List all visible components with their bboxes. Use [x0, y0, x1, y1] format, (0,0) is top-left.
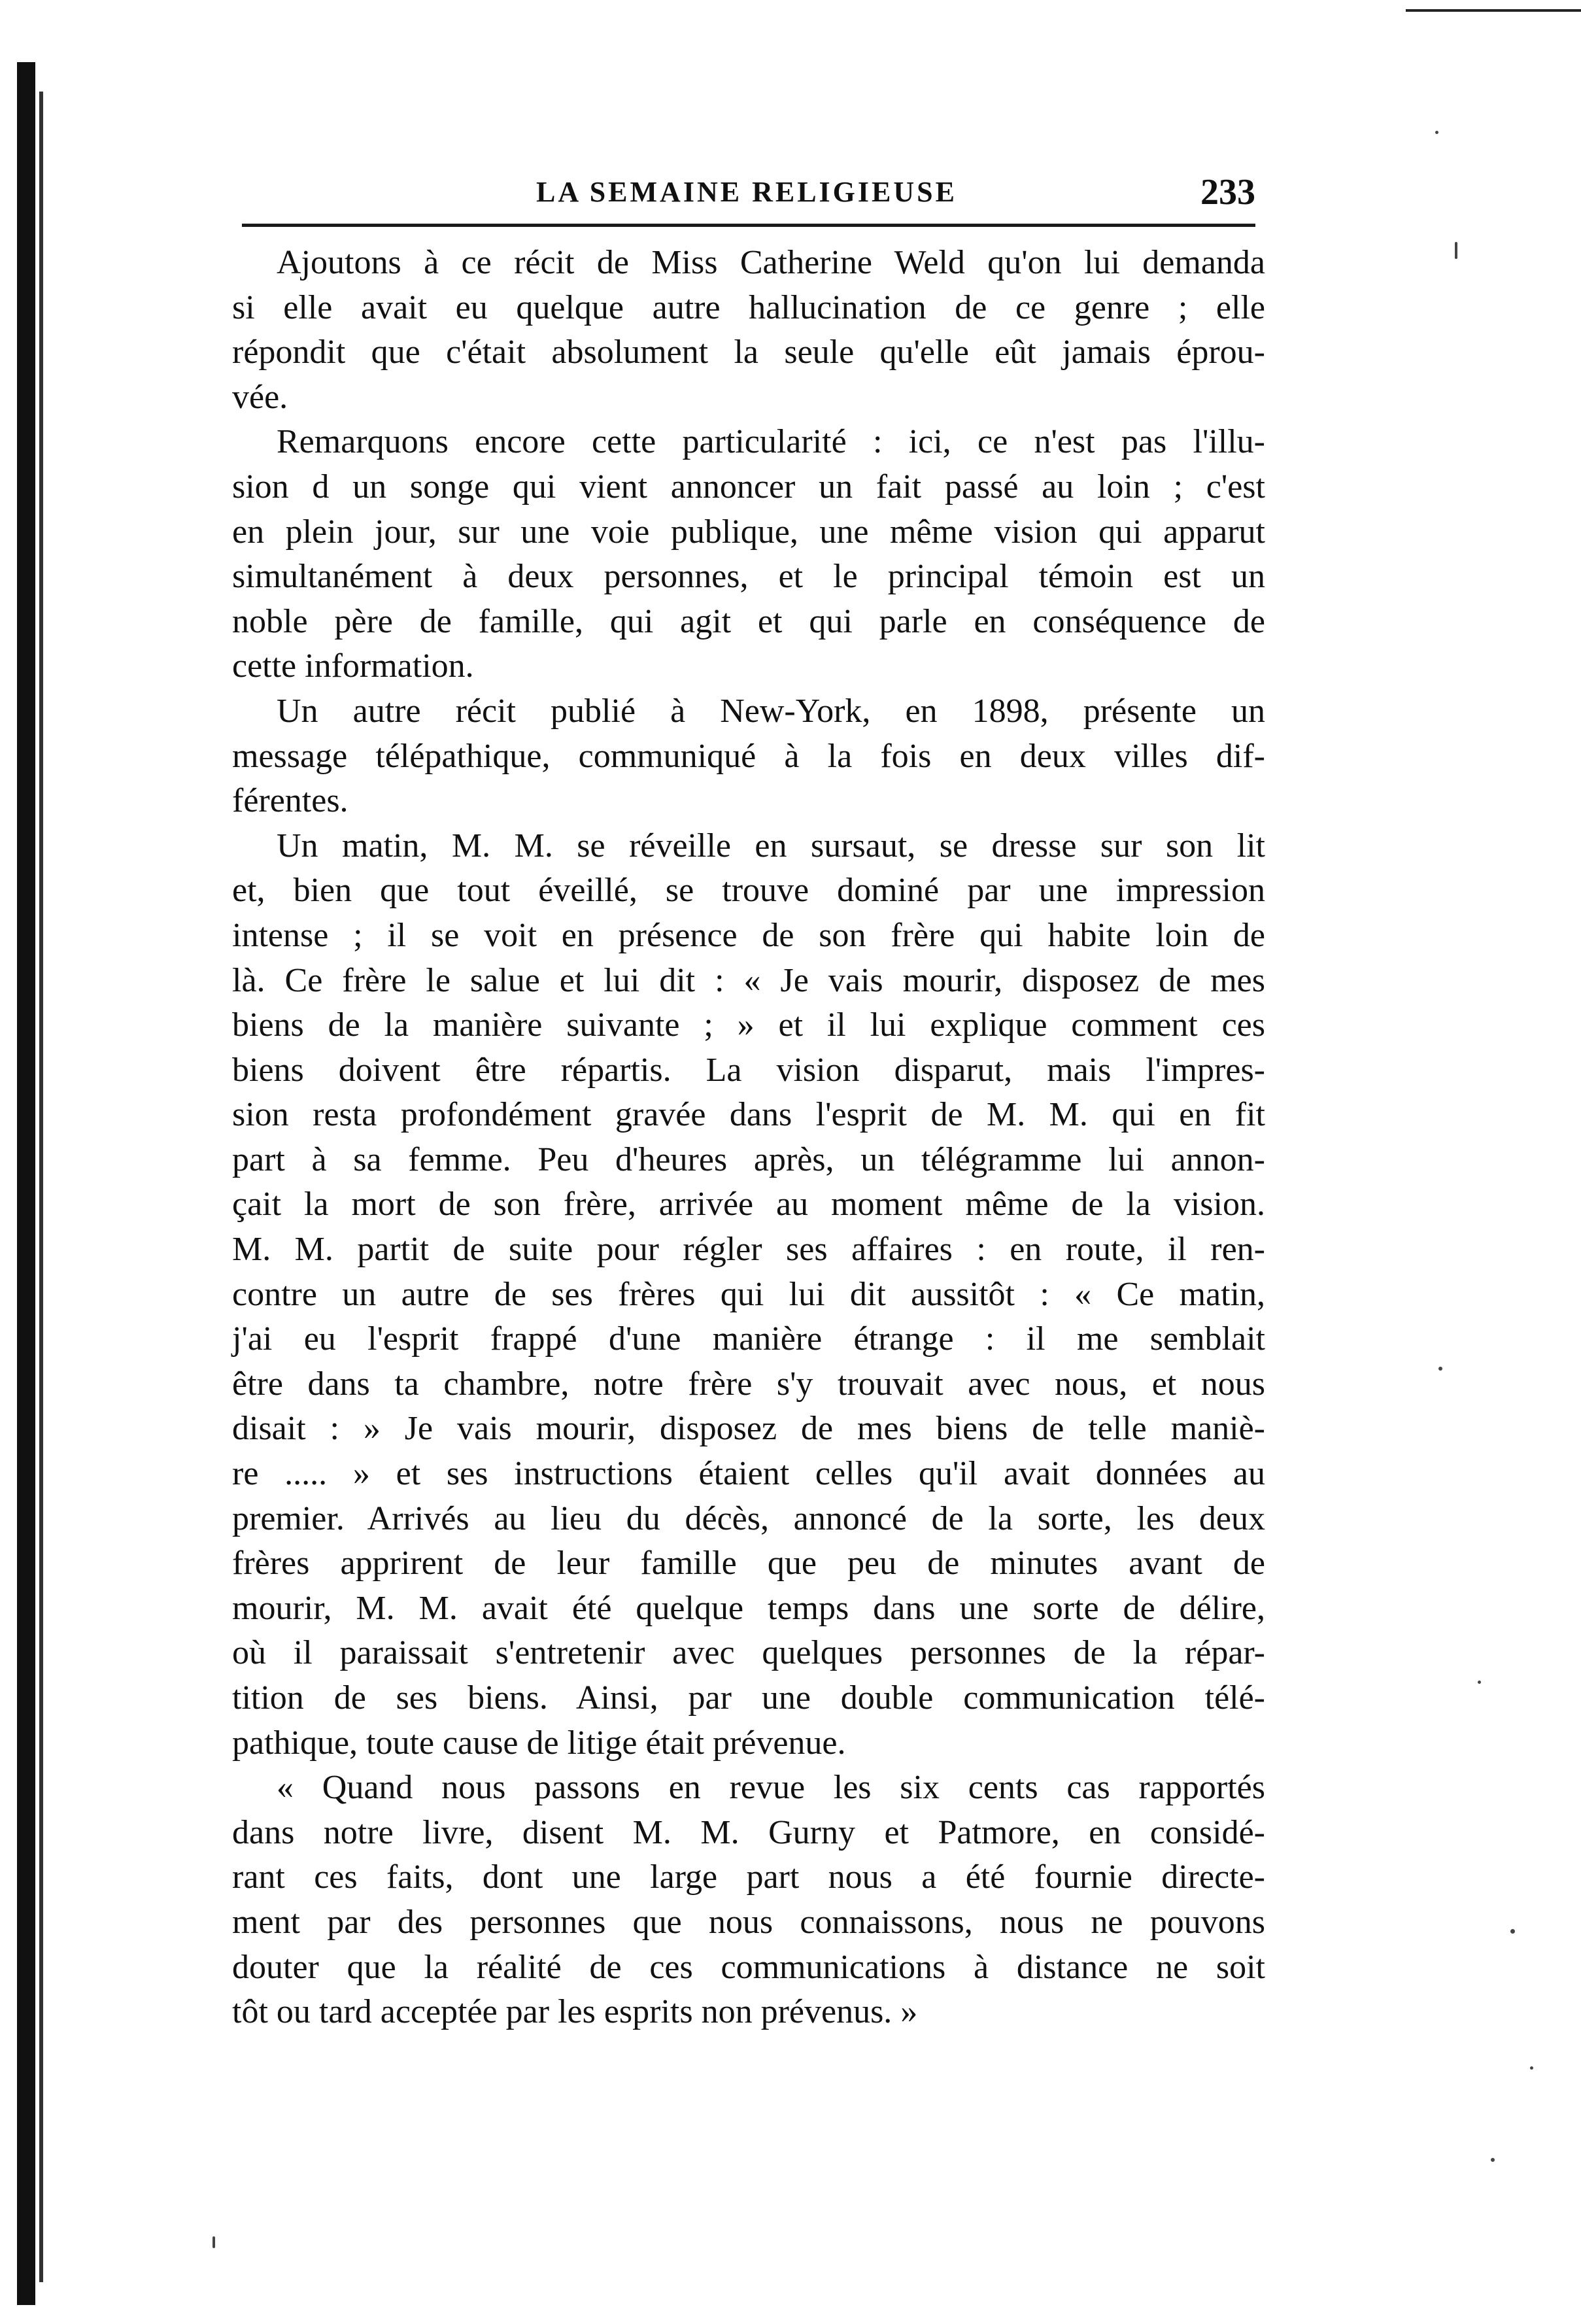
scan-speck — [1491, 2158, 1495, 2162]
text-line: contre un autre de ses frères qui lui dit aussitôt : « Ce matin, — [232, 1275, 1265, 1313]
body-text — [232, 241, 1265, 2035]
scan-edge-rule — [1406, 9, 1581, 12]
text-line: mourir, M. M. avait été quelque temps dans une sorte de délire, — [232, 1589, 1265, 1627]
text-line: être dans ta chambre, notre frère s'y trouvait avec nous, et nous — [232, 1365, 1265, 1403]
page-number: 233 — [1200, 172, 1255, 213]
scan-speck — [1510, 1929, 1515, 1934]
scan-speck — [1438, 1367, 1442, 1371]
text-line: premier. Arrivés au lieu du décès, annoncé de la sorte, les deux — [232, 1499, 1265, 1537]
text-line: Un matin, M. M. se réveille en sursaut, se dresse sur son lit — [277, 827, 1265, 864]
text-line: biens doivent être répartis. La vision disparut, mais l'impres- — [232, 1051, 1265, 1089]
text-line: dans notre livre, disent M. M. Gurny et Patmore, en considé- — [232, 1813, 1265, 1851]
text-line: M. M. partit de suite pour régler ses affaires : en route, il ren- — [232, 1231, 1265, 1269]
text-line: où il paraissait s'entretenir avec quelques personnes de la répar- — [232, 1634, 1265, 1672]
text-line: « Quand nous passons en revue les six cents cas rapportés — [277, 1769, 1265, 1807]
text-line: férentes. — [232, 782, 348, 820]
text-line: répondit que c'était absolument la seule qu'elle eût jamais éprou- — [232, 333, 1265, 371]
text-line: noble père de famille, qui agit et qui parle en conséquence de — [232, 602, 1265, 640]
text-line: Un autre récit publié à New-York, en 1898, présente un — [277, 692, 1265, 730]
text-line: intense ; il se voit en présence de son frère qui habite loin de — [232, 916, 1265, 954]
scan-speck — [1455, 242, 1457, 259]
text-line: disait : » Je vais mourir, disposez de mes biens de telle maniè- — [232, 1410, 1265, 1448]
scan-speck — [1478, 1681, 1481, 1684]
text-line: tôt ou tard acceptée par les esprits non prévenus. » — [232, 1993, 918, 2031]
text-line: ment par des personnes que nous connaissons, nous ne pouvons — [232, 1903, 1265, 1941]
text-line: et, bien que tout éveillé, se trouve dominé par une impression — [232, 872, 1265, 910]
text-line: simultanément à deux personnes, et le principal témoin est un — [232, 558, 1265, 596]
text-line: frères apprirent de leur famille que peu de minutes avant de — [232, 1545, 1265, 1582]
scan-speck — [1530, 2066, 1533, 2070]
text-line: Ajoutons à ce récit de Miss Catherine Weld qu'on lui demanda — [277, 244, 1265, 281]
binding-shadow — [17, 62, 35, 2305]
scan-speck — [1435, 131, 1438, 134]
binding-edge-line — [39, 92, 43, 2282]
text-line: si elle avait eu quelque autre hallucination de ce genre ; elle — [232, 288, 1265, 326]
scan-speck — [212, 2236, 215, 2248]
text-line: cette information. — [232, 647, 474, 685]
running-head — [242, 169, 1255, 221]
text-line: part à sa femme. Peu d'heures après, un télégramme lui annon- — [232, 1140, 1265, 1178]
text-line: message télépathique, communiqué à la fois en deux villes dif- — [232, 737, 1265, 775]
text-line: re ..... » et ses instructions étaient celles qu'il avait données au — [232, 1455, 1265, 1493]
text-line: rant ces faits, dont une large part nous a été fournie directe- — [232, 1858, 1265, 1896]
text-line: tition de ses biens. Ainsi, par une double communication télé- — [232, 1679, 1265, 1717]
text-line: Remarquons encore cette particularité : ici, ce n'est pas l'illu- — [277, 423, 1265, 461]
text-line: sion d un songe qui vient annoncer un fait passé au loin ; c'est — [232, 468, 1265, 505]
text-line: vée. — [232, 378, 288, 416]
text-line: pathique, toute cause de litige était prévenue. — [232, 1724, 846, 1762]
text-line: en plein jour, sur une voie publique, une même vision qui apparut — [232, 513, 1265, 551]
text-line: sion resta profondément gravée dans l'esprit de M. M. qui en fit — [232, 1096, 1265, 1134]
running-title: LA SEMAINE RELIGIEUSE — [536, 176, 957, 208]
text-line: çait la mort de son frère, arrivée au moment même de la vision. — [232, 1186, 1265, 1223]
text-line: douter que la réalité de ces communications à distance ne soit — [232, 1948, 1265, 1986]
text-line: j'ai eu l'esprit frappé d'une manière étrange : il me semblait — [232, 1320, 1265, 1358]
text-line: là. Ce frère le salue et lui dit : « Je vais mourir, disposez de mes — [232, 961, 1265, 999]
text-line: biens de la manière suivante ; » et il lui explique comment ces — [232, 1006, 1265, 1044]
header-rule — [242, 224, 1255, 227]
